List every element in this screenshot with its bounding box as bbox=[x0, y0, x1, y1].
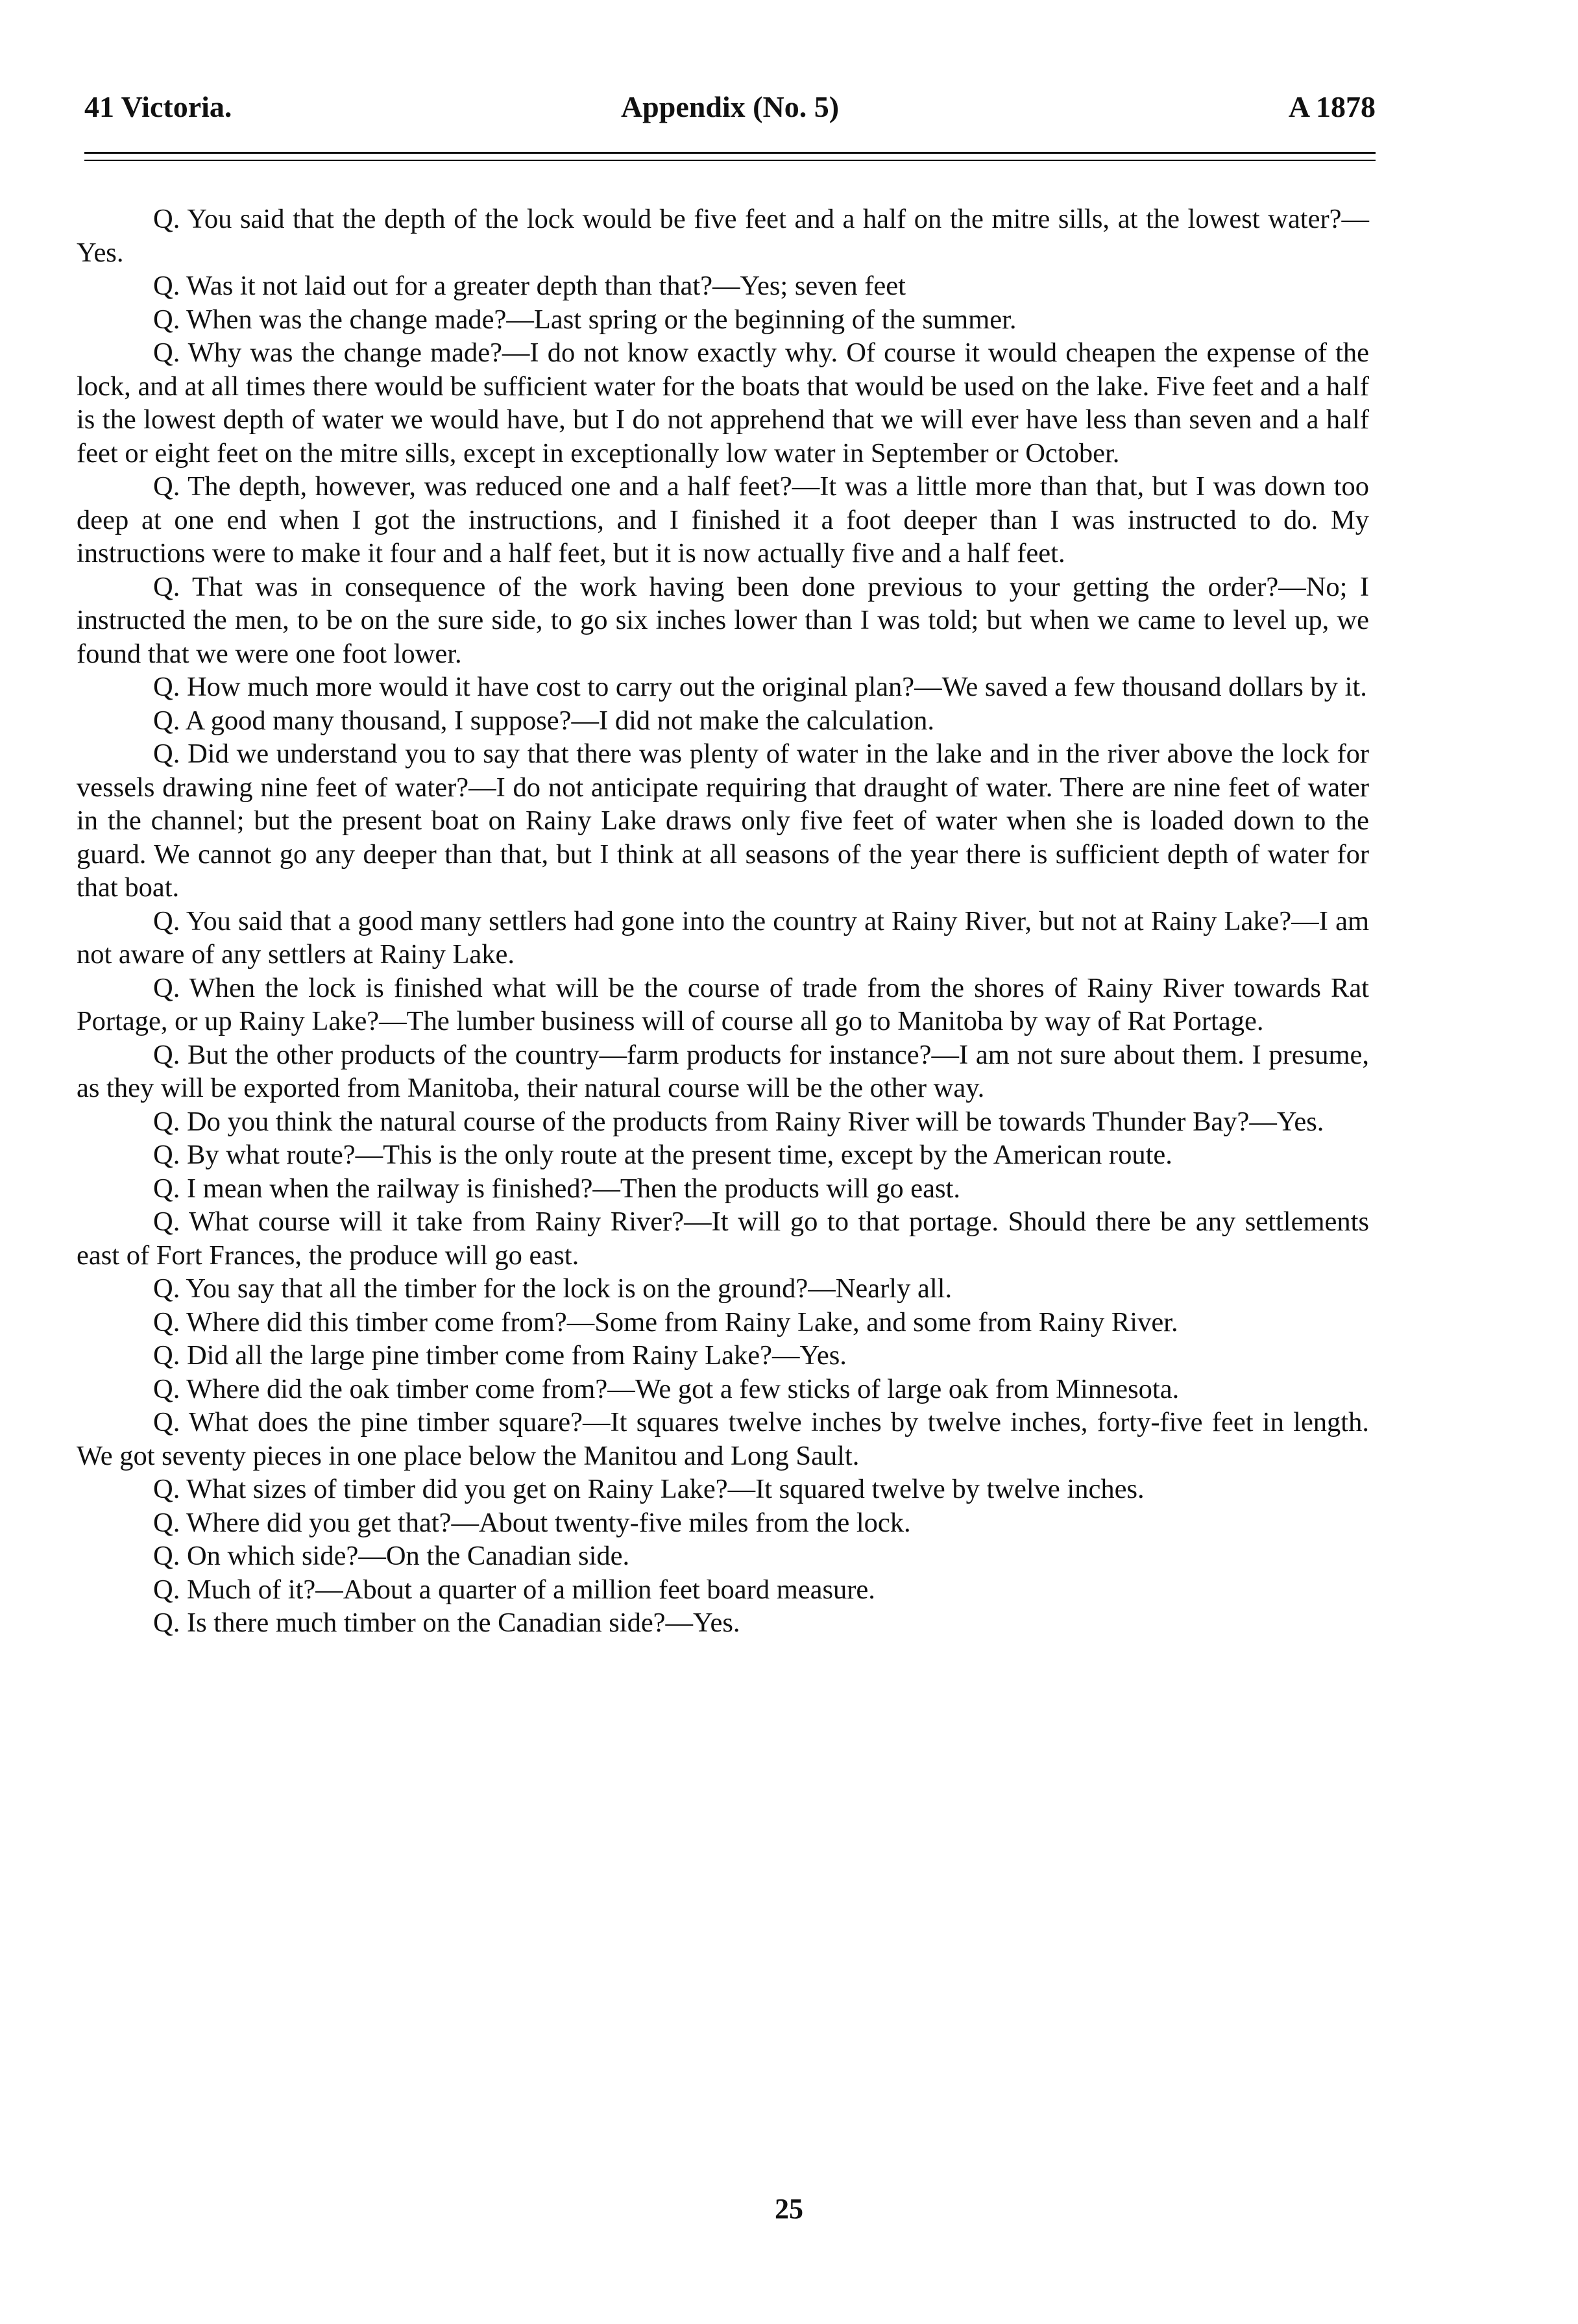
qa-paragraph-15: Q. I mean when the railway is finished?—Then the products will go east. bbox=[153, 1173, 960, 1204]
qa-paragraph-21: Q. What does the pine timber square?—It squares twelve inches by twelve inches, forty-five feet in length. We got seventy pieces in one place below the Manitou and Long Sault. bbox=[77, 1407, 1369, 1471]
qa-paragraph-12: Q. But the other products of the country—farm products for instance?—I am not sure about them. I presume, as they will be exported from Manitoba, their natural course will be the other way. bbox=[77, 1039, 1369, 1103]
header-rule-bottom bbox=[84, 160, 1376, 161]
qa-paragraph-10: Q. You said that a good many settlers had gone into the country at Rainy River, but not at Rainy Lake?—I am not aware of any settlers at Rainy Lake. bbox=[77, 905, 1369, 970]
qa-paragraph-23: Q. Where did you get that?—About twenty-five miles from the lock. bbox=[153, 1507, 911, 1538]
header-appendix: Appendix (No. 5) bbox=[620, 90, 840, 123]
qa-paragraph-11: Q. When the lock is finished what will be the course of trade from the shores of Rainy River towards Rat Portage, or up Rainy Lake?—The lumber business will of course all go to Manitoba by way of Rat Portage. bbox=[77, 972, 1369, 1036]
qa-paragraph-13: Q. Do you think the natural course of the products from Rainy River will be towards Thunder Bay?—Yes. bbox=[153, 1106, 1324, 1137]
qa-paragraph-3: Q. When was the change made?—Last spring or the beginning of the summer. bbox=[153, 304, 1017, 335]
header-session: 41 Victoria. bbox=[84, 90, 232, 123]
qa-paragraph-20: Q. Where did the oak timber come from?—We got a few sticks of large oak from Minnesota. bbox=[153, 1373, 1180, 1404]
qa-paragraph-16: Q. What course will it take from Rainy River?—It will go to that portage. Should there be any settlements east of Fort Frances, the produce will go east. bbox=[77, 1206, 1369, 1271]
header-rule-top bbox=[84, 152, 1376, 154]
qa-paragraph-9: Q. Did we understand you to say that there was plenty of water in the lake and in the river above the lock for vessels drawing nine feet of water?—I do not anticipate requiring that draught of water. There are nine feet of water in the channel; but the present boat on Rainy Lake draws only five feet of water when she is loaded down to the guard. We cannot go any deeper than that, but I think at all seasons of the year there is sufficient depth of water for that boat. bbox=[77, 739, 1369, 903]
qa-paragraph-7: Q. How much more would it have cost to carry out the original plan?—We saved a few thousand dollars by it. bbox=[153, 672, 1367, 702]
testimony-body bbox=[77, 202, 1369, 1640]
qa-paragraph-8: Q. A good many thousand, I suppose?—I did not make the calculation. bbox=[153, 705, 934, 736]
header-year: A 1878 bbox=[1288, 90, 1376, 123]
qa-paragraph-4: Q. Why was the change made?—I do not know exactly why. Of course it would cheapen the expense of the lock, and at all times there would be sufficient water for the boats that would be used on the lake. Five feet and a half is the lowest depth of water we would have, but I do not apprehend that we will ever have less than seven and a half feet or eight feet on the mitre sills, except in exceptionally low water in September or October. bbox=[77, 337, 1369, 469]
qa-paragraph-25: Q. Much of it?—About a quarter of a million feet board measure. bbox=[153, 1574, 875, 1605]
qa-paragraph-6: Q. That was in consequence of the work having been done previous to your getting the order?—No; I instructed the men, to be on the sure side, to go six inches lower than I was told; but when we came to level up, we found that we were one foot lower. bbox=[77, 571, 1369, 669]
page-header bbox=[84, 90, 1376, 135]
qa-paragraph-26: Q. Is there much timber on the Canadian side?—Yes. bbox=[153, 1608, 740, 1638]
qa-paragraph-22: Q. What sizes of timber did you get on Rainy Lake?—It squared twelve by twelve inches. bbox=[153, 1474, 1145, 1504]
qa-paragraph-17: Q. You say that all the timber for the lock is on the ground?—Nearly all. bbox=[153, 1273, 953, 1304]
qa-paragraph-2: Q. Was it not laid out for a greater depth than that?—Yes; seven feet bbox=[153, 271, 906, 301]
qa-paragraph-19: Q. Did all the large pine timber come from Rainy Lake?—Yes. bbox=[153, 1340, 847, 1371]
page-number: 25 bbox=[775, 2193, 803, 2225]
qa-paragraph-1: Q. You said that the depth of the lock would be five feet and a half on the mitre sills, at the lowest water?—Yes. bbox=[77, 204, 1369, 268]
qa-paragraph-18: Q. Where did this timber come from?—Some from Rainy Lake, and some from Rainy River. bbox=[153, 1306, 1178, 1338]
qa-paragraph-24: Q. On which side?—On the Canadian side. bbox=[153, 1541, 630, 1571]
qa-paragraph-14: Q. By what route?—This is the only route at the present time, except by the American route. bbox=[153, 1140, 1172, 1170]
qa-paragraph-5: Q. The depth, however, was reduced one and a half feet?—It was a little more than that, but I was down too deep at one end when I got the instructions, and I finished it a foot deeper than I was instructed to do. My instructions were to make it four and a half feet, but it is now actually five and a half feet. bbox=[77, 471, 1369, 569]
